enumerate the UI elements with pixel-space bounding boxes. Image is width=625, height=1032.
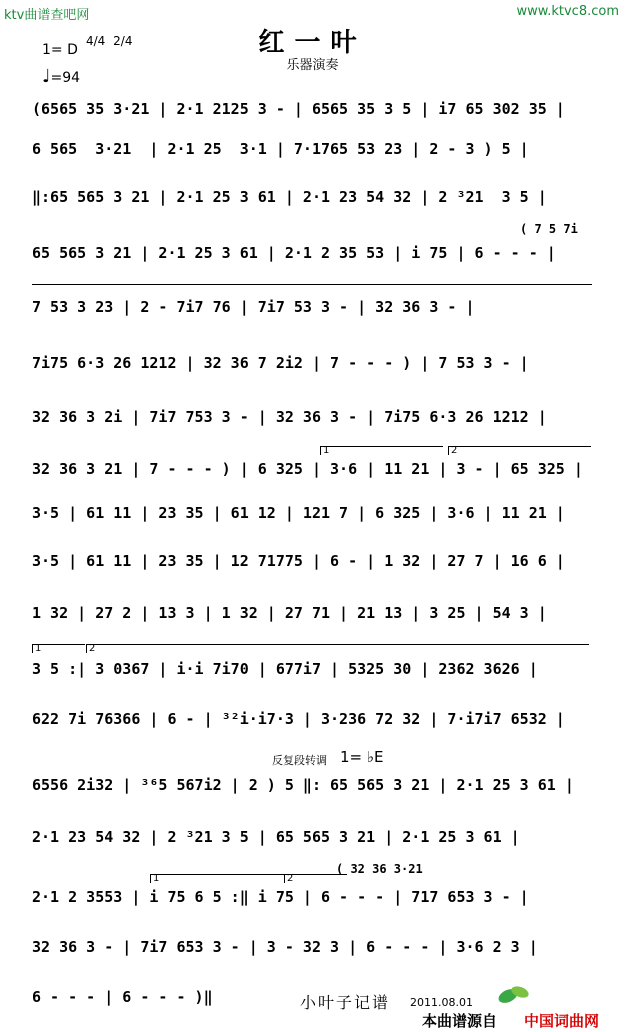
key-signature: 1= D (42, 42, 78, 58)
meter-a: 4/4 (86, 34, 106, 48)
score-row-11: 1 32 | 27 2 | 13 3 | 1 32 | 27 71 | 21 13 | 3 25 | 54 3 | (32, 604, 547, 622)
site-watermark-right: www.ktvc8.com (516, 4, 619, 19)
score-row-7: 32 36 3 2i | 7i7 753 3 - | 32 36 3 - | 7i75 6·3 26 1212 | (32, 408, 547, 426)
score-row-2: 6 565 3·21 | 2·1 25 3·1 | 7·1765 53 23 | 2 - 3 ) 5 | (32, 140, 529, 158)
modulation-key: 1= ♭E (340, 748, 384, 766)
volta-1b: 1 (32, 644, 85, 653)
leaf-logo-icon (496, 982, 532, 1012)
score-row-5: 7 53 3 23 | 2 - 7i7 76 | 7i7 53 3 - | 32 36 3 - | (32, 298, 475, 316)
score-row-17: 32 36 3 - | 7i7 653 3 - | 3 - 32 3 | 6 - - - | 3·6 2 3 | (32, 938, 538, 956)
annotation-ending: ( 32 36 3·21 (336, 862, 423, 876)
volta-2b: 2 (86, 644, 589, 653)
volta-2c: 2 (284, 874, 347, 883)
score-row-4: 65 565 3 21 | 2·1 25 3 61 | 2·1 2 35 53 | i 75 | 6 - - - | (32, 244, 556, 262)
volta-2: 2 (448, 446, 591, 455)
source-label: 本曲谱源自 (422, 1012, 498, 1030)
transcriber-credit: 小叶子记谱 (300, 993, 391, 1012)
volta-1: 1 (320, 446, 443, 455)
score-row-18: 6 - - - | 6 - - - )‖ (32, 988, 213, 1006)
score-row-14: 6556 2i32 | ³⁶5 567i2 | 2 ) 5 ‖: 65 565 3 21 | 2·1 25 3 61 | (32, 776, 574, 794)
score-row-16: 2·1 2 3553 | i 75 6 5 :‖ i 75 | 6 - - - | 717 653 3 - | (32, 888, 529, 906)
annotation-intro: ( 7 5 7i (520, 222, 578, 236)
tempo-value: =94 (50, 70, 81, 86)
score-row-15: 2·1 23 54 32 | 2 ³21 3 5 | 65 565 3 21 | 2·1 25 3 61 | (32, 828, 520, 846)
score-row-9: 3·5 | 61 11 | 23 35 | 61 12 | 121 7 | 6 325 | 3·6 | 11 21 | (32, 504, 565, 522)
quarter-note-icon: ♩ (42, 66, 51, 87)
transcription-date: 2011.08.01 (410, 996, 473, 1009)
score-row-10: 3·5 | 61 11 | 23 35 | 12 71775 | 6 - | 1 32 | 27 7 | 16 6 | (32, 552, 565, 570)
score-row-1: (6565 35 3·21 | 2·1 2125 3 - | 6565 35 3 5 | i7 65 302 35 | (32, 100, 565, 118)
site-watermark-left: ktv曲谱查吧网 (4, 8, 90, 23)
song-title: 红一叶 (258, 28, 367, 58)
score-row-13: 622 7i 76366 | 6 - | ³²i·i7·3 | 3·236 72 32 | 7·i7i7 6532 | (32, 710, 565, 728)
site-watermark-bottom: 中国词曲网 (524, 1012, 600, 1030)
modulation-text: 反复段转调 (272, 754, 327, 767)
score-row-12: 3 5 :| 3 0367 | i·i 7i70 | 677i7 | 5325 30 | 2362 3626 | (32, 660, 538, 678)
row-divider (32, 284, 592, 285)
score-row-8: 32 36 3 21 | 7 - - - ) | 6 325 | 3·6 | 11 21 | 3 - | 65 325 | (32, 460, 583, 478)
tempo-marking (42, 66, 80, 87)
score-row-6: 7i75 6·3 26 1212 | 32 36 7 2i2 | 7 - - - ) | 7 53 3 - | (32, 354, 529, 372)
meter-b: 2/4 (113, 34, 133, 48)
volta-1c: 1 (150, 874, 293, 883)
score-row-3: ‖:65 565 3 21 | 2·1 25 3 61 | 2·1 23 54 32 | 2 ³21 3 5 | (32, 188, 547, 206)
time-signature (86, 36, 136, 47)
song-subtitle: 乐器演奏 (286, 58, 339, 73)
